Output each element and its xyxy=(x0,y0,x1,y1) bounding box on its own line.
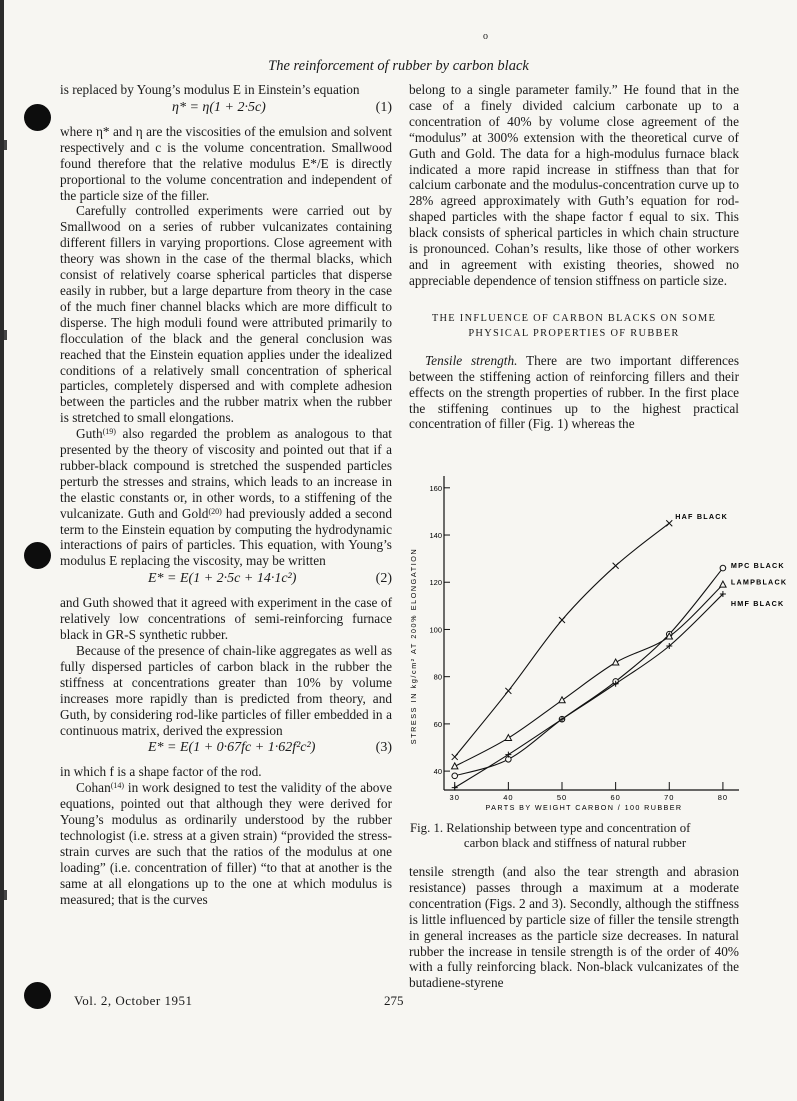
author-name: Cohan xyxy=(76,780,111,796)
paragraph: belong to a single parameter family.” He found that in the case of a finely divided calcium carbonate up to a concentration of 40% by volume close agreement of the “modulus” at 300% extension with the theoretical curve of Guth and Gold. The data for a high-modulus furnace black indicated a more rapid increase in stiffness than that for calcium carbonate and the modulus-concentration curve up to 28% agreed approximately with Guth’s equation for rod-shaped particles with the shape factor f equal to six. This black consists of spherical particles in which chain structure is pronounced. Cohan’s results, like those of other workers and in agreement with existing theories, showed no appreciable dependence of tension stiffness on particle size. xyxy=(409,82,739,288)
paragraph: Because of the presence of chain-like aggregates as well as fully dispersed particles of carbon black in the rubber the stiffness at concentrations greater than 10% by volume increases more rapidly than is predicted from theory, and Guth, by considering rod-like particles of filler embedded in a continuous matrix, derived the expression xyxy=(60,643,392,738)
series-label: HMF BLACK xyxy=(730,599,785,609)
paragraph-text: had previously added a second term to the Einstein equation by computing the hydrodynamic interactions of pairs of particles. This equation, with Young’s modulus E replacing the viscosity, may be written xyxy=(60,505,392,569)
section-heading-line: THE INFLUENCE OF CARBON BLACKS ON SOME xyxy=(431,312,717,324)
equation-formula: η* = η(1 + 2·5c) xyxy=(172,99,266,115)
section-heading xyxy=(409,311,739,341)
series-line xyxy=(455,568,723,776)
footer-volume: Vol. 2, October 1951 xyxy=(74,993,193,1008)
series-label: HAF BLACK xyxy=(675,512,729,522)
y-tick-label: 80 xyxy=(433,672,442,682)
equation-number: (1) xyxy=(375,99,392,115)
paragraph: where η* and η are the viscosities of the emulsion and solvent respectively and c is the volume concentration. Smallwood found therefore that the relative modulus E*/E is directly proportional to the volume concentration and independent of the particle size of the filler. xyxy=(60,123,392,203)
scan-mark xyxy=(4,330,7,340)
binder-hole xyxy=(24,104,51,131)
data-point-plus-marker xyxy=(505,752,511,758)
paragraph-lead: Tensile strength. xyxy=(425,352,518,368)
y-tick-label: 140 xyxy=(429,531,442,541)
data-point-circle-marker xyxy=(452,773,458,779)
section-heading-line: PHYSICAL PROPERTIES OF RUBBER xyxy=(468,327,680,339)
x-tick-label: 70 xyxy=(664,793,675,802)
equation-number: (2) xyxy=(375,571,392,587)
equation-1 xyxy=(60,100,392,120)
paragraph: in which f is a shape factor of the rod. xyxy=(60,764,262,780)
data-point-triangle-marker xyxy=(452,763,458,769)
data-point-x-marker xyxy=(452,754,458,760)
data-point-x-marker xyxy=(613,563,619,569)
x-tick-label: 50 xyxy=(556,793,568,802)
data-point-x-marker xyxy=(505,688,511,694)
reference-marker: (19) xyxy=(102,427,116,437)
reference-marker: (14) xyxy=(110,781,125,791)
chart-series xyxy=(452,512,788,790)
y-tick-label: 160 xyxy=(429,483,442,493)
reference-marker: (20) xyxy=(208,506,222,516)
right-column-top xyxy=(409,82,739,432)
top-mark: o xyxy=(483,31,488,42)
y-tick-label: 100 xyxy=(429,625,442,635)
equation-number: (3) xyxy=(375,740,392,756)
series-line xyxy=(455,594,723,788)
series-mpc-black xyxy=(452,561,788,779)
y-tick-label: 40 xyxy=(433,767,442,777)
data-point-triangle-marker xyxy=(720,581,726,587)
paragraph: tensile strength (and also the tear strength and abrasion resistance) passes through a maximum at a moderate concentration (Figs. 2 and 3). Secondly, although the stiffness is little influenced by particle size of filler the tensile strength in general increases as the particle size decreases. In natural rubber the increase in tensile strength is of the order of 40% with a fully reinforcing black. Non-black vulcanizates of the butadiene-styrene xyxy=(409,864,739,991)
binder-hole xyxy=(24,982,51,1009)
y-axis-label: STRESS IN kg/cm² AT 200% ELONGATION xyxy=(409,547,418,745)
data-point-triangle-marker xyxy=(559,697,565,703)
data-point-x-marker xyxy=(559,617,565,623)
series-label: LAMPBLACK xyxy=(730,577,788,587)
x-axis-label: PARTS BY WEIGHT CARBON / 100 RUBBER xyxy=(485,803,683,812)
right-column-bottom xyxy=(409,864,739,991)
series-line xyxy=(455,585,723,767)
equation-3 xyxy=(60,740,392,760)
chart-axes xyxy=(444,476,739,790)
paragraph-text: in work designed to test the validity of the above equations, pointed out that although they were derived for Young’s modulus as ordinarily understood by the rubber technologist (i.e. stress at a given strain) “provided the stress-strain curves are such that the ratios of the modulus at one loading” (i.e. concentration of filler) “to that at another is the same at all elongations up to the one at which modulus is measured; that is the curves xyxy=(60,780,392,907)
y-axis-ticks xyxy=(429,484,450,776)
x-tick-label: 30 xyxy=(449,793,460,802)
scan-mark xyxy=(4,140,7,150)
series-haf-black xyxy=(452,512,728,760)
paragraph: is replaced by Young’s modulus E in Einstein’s equation xyxy=(60,82,360,97)
figure-caption xyxy=(410,821,740,851)
equation-formula: E* = E(1 + 2·5c + 14·1c²) xyxy=(148,571,297,587)
scan-mark xyxy=(4,890,7,900)
left-column xyxy=(60,82,392,908)
caption-line: carbon black and stiffness of natural rubber xyxy=(463,836,687,850)
paragraph xyxy=(60,426,392,569)
data-point-x-marker xyxy=(666,520,672,526)
figure-1-chart xyxy=(404,468,788,818)
author-name: Guth xyxy=(76,426,103,442)
y-tick-label: 60 xyxy=(433,719,442,729)
paragraph xyxy=(409,353,739,433)
equation-2 xyxy=(60,571,392,591)
series-label: MPC BLACK xyxy=(730,561,785,571)
paragraph: and Guth showed that it agreed with experiment in the case of relatively low concentrations of semi-reinforcing furnace black in GR-S synthetic rubber. xyxy=(60,595,392,643)
x-axis-ticks xyxy=(450,782,729,802)
y-tick-label: 120 xyxy=(429,578,442,588)
paragraph xyxy=(60,780,392,907)
equation-formula: E* = E(1 + 0·67fc + 1·62f²c²) xyxy=(148,740,316,756)
paragraph: Carefully controlled experiments were carried out by Smallwood on a series of rubber vulcanizates containing different fillers in varying proportions. Close agreement with theory was shown in the case of the thermal blacks, which consist of relatively coarse spherical particles that disperse easily in rubber, but a large departure from theory in the case of the much finer channel blacks which are more difficult to disperse. The high moduli found were attributed primarily to flocculation of the black and the general conclusion was reached that the Einstein equation applies under the idealized conditions of a relatively small concentration of spherical particles, completely dispersed and with complete adhesion between the particles and the rubber matrix when the rubber is stretched to small elongations. xyxy=(60,203,392,426)
series-hmf-black xyxy=(452,591,785,791)
page-number: 275 xyxy=(384,993,404,1008)
caption-line: Fig. 1. Relationship between type and concentration of xyxy=(410,821,691,835)
x-tick-label: 80 xyxy=(717,793,729,802)
page-binding-edge xyxy=(0,0,4,1101)
data-point-circle-marker xyxy=(720,565,726,571)
data-point-triangle-marker xyxy=(612,659,618,665)
paragraph-text: also regarded the problem as analogous to that presented by the theory of viscosity and pointed out that if a rubber-black compound is stretched the suspended particles perturb the stresses and strains, which leads to an increase in the elastic constants or, in other words, to a stiffening of the vulcanizate. Guth and Gold xyxy=(60,426,392,521)
x-tick-label: 40 xyxy=(503,793,514,802)
paragraph-text: There are two important differences between the stiffening action of reinforcing fillers and their effects on the strength properties of rubber. In the first place the stiffening continues up to the highest practical concentration of filler (Fig. 1) whereas the xyxy=(409,352,740,432)
x-tick-label: 60 xyxy=(610,793,621,802)
data-point-triangle-marker xyxy=(505,735,511,741)
running-head: The reinforcement of rubber by carbon black xyxy=(268,58,529,74)
binder-hole xyxy=(24,542,51,569)
